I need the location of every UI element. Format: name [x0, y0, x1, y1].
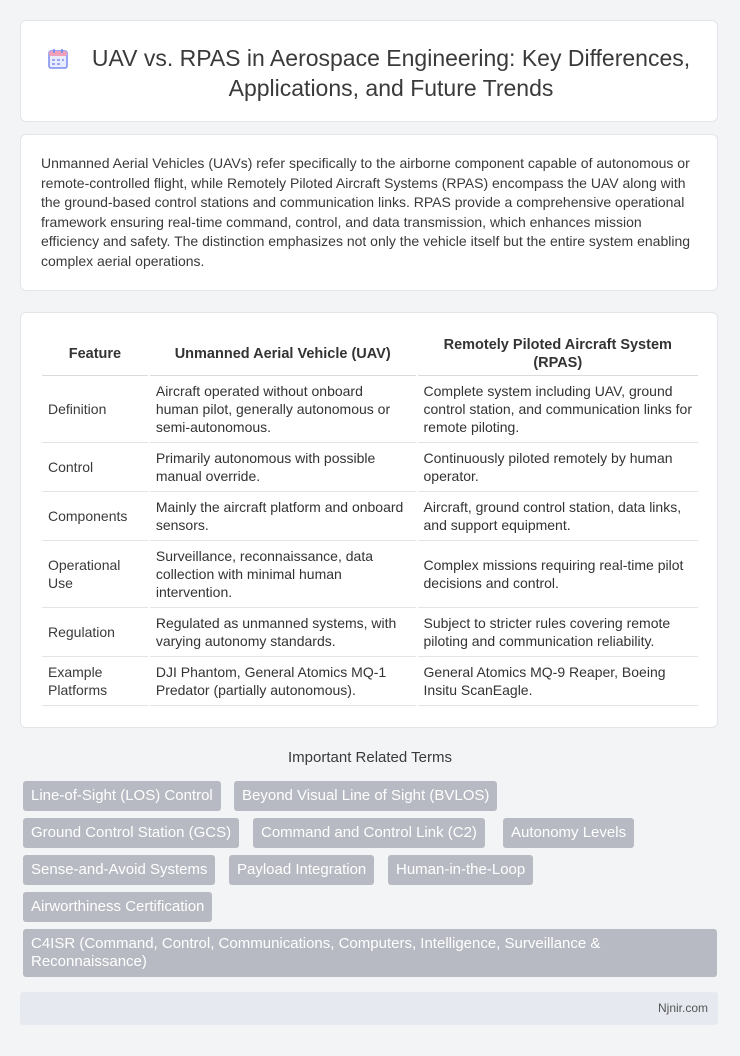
comparison-table [42, 333, 698, 706]
rpas-cell: Complete system including UAV, ground control station, and communication links for remote piloting. [417, 376, 698, 443]
calendar-icon [47, 48, 69, 70]
intro-paragraph: Unmanned Aerial Vehicles (UAVs) refer specifically to the airborne component capable of autonomous or remote-controlled flight, while Remotely Piloted Aircraft Systems (RPAS) encompass the UAV along with the ground-based control stations and communication links. RPAS provide a comprehensive operational framework ensuring real-time command, control, and data transmission, which enhances mission efficiency and safety. The distinction emphasizes not only the vehicle itself but the entire system enabling complex aerial operations. [41, 155, 691, 269]
uav-cell: Primarily autonomous with possible manual override. [149, 443, 417, 492]
rpas-cell: Complex missions requiring real-time pilot decisions and control. [417, 541, 698, 608]
term-tag[interactable]: Command and Control Link (C2) [253, 818, 485, 848]
rpas-cell: General Atomics MQ-9 Reaper, Boeing Insitu ScanEagle. [417, 657, 698, 706]
feature-cell: Definition [42, 376, 149, 443]
footer-site-label[interactable]: Njnir.com [657, 1001, 708, 1015]
page-title: UAV vs. RPAS in Aerospace Engineering: Key Differences, Applications, and Future Trends [91, 45, 691, 101]
header-card [20, 20, 718, 122]
table-header-row [42, 333, 698, 376]
term-tag[interactable]: Payload Integration [229, 855, 374, 885]
uav-cell: Regulated as unmanned systems, with varying autonomy standards. [149, 608, 417, 657]
table-row [42, 492, 698, 541]
term-tag[interactable]: Ground Control Station (GCS) [23, 818, 239, 848]
intro-card [20, 134, 718, 291]
table-row [42, 376, 698, 443]
rpas-cell: Aircraft, ground control station, data links, and support equipment. [417, 492, 698, 541]
term-tag[interactable]: Line-of-Sight (LOS) Control [23, 781, 221, 811]
comparison-card [20, 312, 718, 728]
feature-cell: Components [42, 492, 149, 541]
term-tag[interactable]: Airworthiness Certification [23, 892, 212, 922]
uav-cell: Mainly the aircraft platform and onboard sensors. [149, 492, 417, 541]
footer [20, 992, 718, 1025]
uav-cell: DJI Phantom, General Atomics MQ-1 Predator (partially autonomous). [149, 657, 417, 706]
feature-cell: Regulation [42, 608, 149, 657]
uav-cell: Surveillance, reconnaissance, data collection with minimal human intervention. [149, 541, 417, 608]
table-row [42, 657, 698, 706]
term-tag[interactable]: Human-in-the-Loop [388, 855, 533, 885]
uav-cell: Aircraft operated without onboard human pilot, generally autonomous or semi-autonomous. [149, 376, 417, 443]
related-terms-heading: Important Related Terms [288, 749, 452, 766]
feature-cell: Control [42, 443, 149, 492]
rpas-cell: Subject to stricter rules covering remote piloting and communication reliability. [417, 608, 698, 657]
term-tag[interactable]: Beyond Visual Line of Sight (BVLOS) [234, 781, 497, 811]
header-uav: Unmanned Aerial Vehicle (UAV) [149, 333, 417, 376]
table-row [42, 608, 698, 657]
term-tag[interactable]: Sense-and-Avoid Systems [23, 855, 215, 885]
header-feature: Feature [42, 333, 149, 376]
table-row [42, 443, 698, 492]
feature-cell: Example Platforms [42, 657, 149, 706]
header-rpas: Remotely Piloted Aircraft System (RPAS) [417, 333, 698, 376]
term-tag[interactable]: C4ISR (Command, Control, Communications, Computers, Intelligence, Surveillance & Reconnaissance) [23, 929, 717, 977]
rpas-cell: Continuously piloted remotely by human operator. [417, 443, 698, 492]
feature-cell: Operational Use [42, 541, 149, 608]
term-tag[interactable]: Autonomy Levels [503, 818, 634, 848]
table-row [42, 541, 698, 608]
